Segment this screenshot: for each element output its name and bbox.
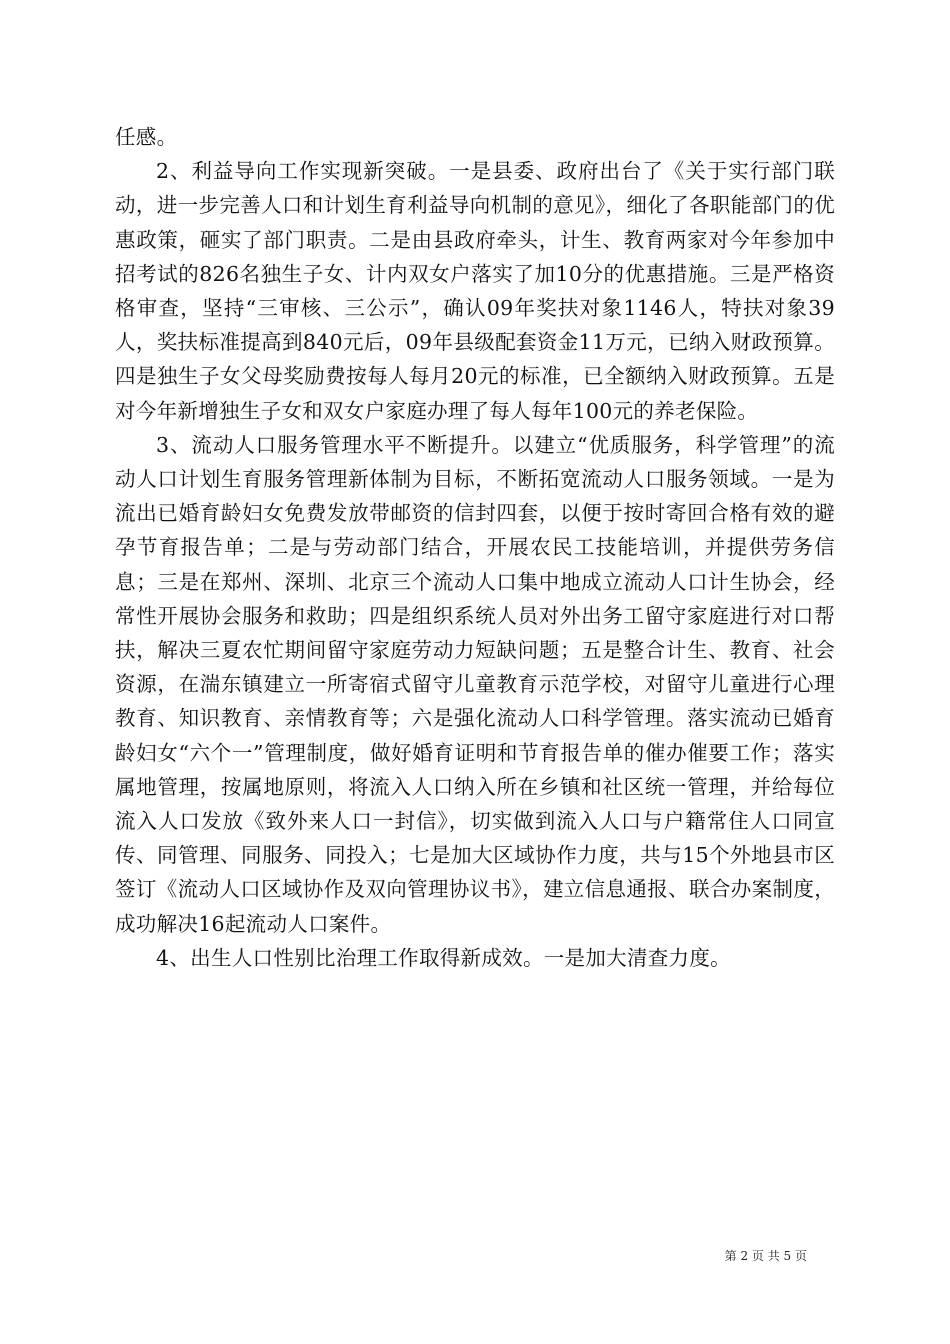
page-number-footer: 第 2 页 共 5 页 (724, 1249, 807, 1263)
paragraph-sex-ratio: 4、出生人口性别比治理工作取得新成效。一是加大清查力度。 (156, 945, 731, 970)
paragraph-continuation: 任感。 (115, 125, 178, 149)
document-body (115, 120, 835, 975)
paragraph-interest-guidance: 2、利益导向工作实现新突破。一是县委、政府出台了《关于实行部门联动，进一步完善人口和计划生育利益导向机制的意见》，细化了各职能部门的优惠政策，砸实了部门职责。二是由县政府牵头，计生、教育两家对今年参加中招考试的826名独生子女、计内双女户落实了加10分的优惠措施。三是严格资格审查，坚持“三审核、三公示”，确认09年奖扶对象1146人，特扶对象39人，奖扶标准提高到840元后，09年县级配套资金11万元，已纳入财政预算。四是独生子女父母奖励费按每人每月20元的标准，已全额纳入财政预算。五是对今年新增独生子女和双女户家庭办理了每人每年100元的养老保险。 (115, 159, 835, 423)
paragraph-floating-population: 3、流动人口服务管理水平不断提升。以建立“优质服务，科学管理”的流动人口计划生育服务管理新体制为目标，不断拓宽流动人口服务领域。一是为流出已婚育龄妇女免费发放带邮资的信封四套，以便于按时寄回合格有效的避孕节育报告单；二是与劳动部门结合，开展农民工技能培训，并提供劳务信息；三是在郑州、深圳、北京三个流动人口集中地成立流动人口计生协会，经常性开展协会服务和救助；四是组织系统人员对外出务工留守家庭进行对口帮扶，解决三夏农忙期间留守家庭劳动力短缺问题；五是整合计生、教育、社会资源，在湍东镇建立一所寄宿式留守儿童教育示范学校，对留守儿童进行心理教育、知识教育、亲情教育等；六是强化流动人口科学管理。落实流动已婚育龄妇女“六个一”管理制度，做好婚育证明和节育报告单的催办催要工作；落实属地管理，按属地原则，将流入人口纳入所在乡镇和社区统一管理，并给每位流入人口发放《致外来人口一封信》，切实做到流入人口与户籍常住人口同宣传、同管理、同服务、同投入；七是加大区域协作力度，共与15个外地县市区签订《流动人口区域协作及双向管理协议书》，建立信息通报、联合办案制度，成功解决16起流动人口案件。 (115, 432, 835, 936)
